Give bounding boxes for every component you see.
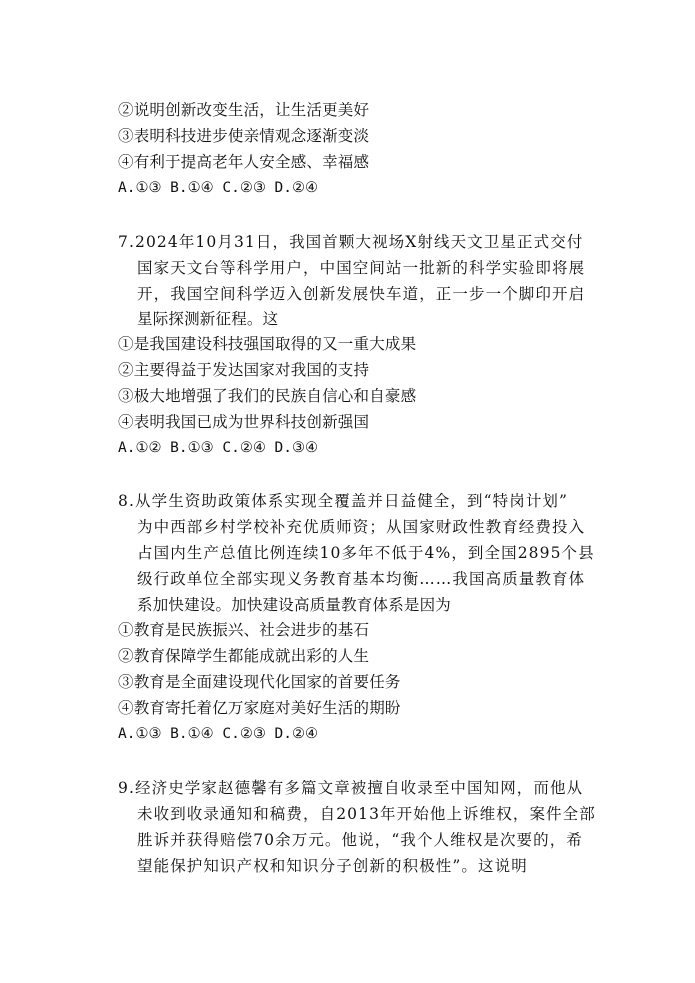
q7-option-4: ④表明我国已成为世界科技创新强国	[118, 413, 370, 431]
q6-option-3: ③表明科技进步使亲情观念逐渐变淡	[118, 127, 370, 145]
q8-option-2: ②教育保障学生都能成就出彩的人生	[118, 647, 370, 665]
q6-option-4: ④有利于提高老年人安全感、幸福感	[118, 153, 370, 171]
q7-stem-line-4: 星际探测新征程。这	[137, 310, 279, 328]
q7-stem-line-1: 7.2024年10月31日，我国首颗大视场X射线天文卫星正式交付	[118, 233, 584, 251]
q8-option-4: ④教育寄托着亿万家庭对美好生活的期盼	[118, 699, 401, 717]
q7-option-3: ③极大地增强了我们的民族自信心和自豪感	[118, 387, 417, 405]
q8-answer-choices: A.①③ B.①④ C.②③ D.②④	[118, 726, 319, 742]
q6-option-2: ②说明创新改变生活，让生活更美好	[118, 101, 370, 119]
q8-stem-line-4: 级行政单位全部实现义务教育基本均衡……我国高质量教育体	[137, 570, 586, 588]
q7-stem-line-2: 国家天文台等科学用户，中国空间站一批新的科学实验即将展	[137, 259, 586, 277]
q9-stem-line-3: 胜诉并获得赔偿70余万元。他说，“我个人维权是次要的，希	[137, 831, 583, 849]
q8-stem-line-5: 系加快建设。加快建设高质量教育体系是因为	[137, 596, 452, 614]
q8-option-3: ③教育是全面建设现代化国家的首要任务	[118, 673, 401, 691]
q9-stem-line-1: 9.经济史学家赵德馨有多篇文章被擅自收录至中国知网，而他从	[118, 779, 584, 797]
q6-answer-choices: A.①③ B.①④ C.②③ D.②④	[118, 180, 319, 196]
q8-stem-line-3: 占国内生产总值比例连续10多年不低于4%，到全国2895个县	[137, 544, 595, 562]
q7-answer-choices: A.①② B.①③ C.②④ D.③④	[118, 440, 319, 456]
q9-stem-line-4: 望能保护知识产权和知识分子创新的积极性”。这说明	[137, 857, 528, 875]
q7-option-2: ②主要得益于发达国家对我国的支持	[118, 361, 370, 379]
q9-stem-line-2: 未收到收录通知和稿费，自2013年开始他上诉维权，案件全部	[137, 805, 596, 823]
q7-stem-line-3: 开，我国空间科学迈入创新发展快车道，正一步一个脚印开启	[137, 285, 586, 303]
q8-option-1: ①教育是民族振兴、社会进步的基石	[118, 621, 370, 639]
q8-stem-line-1: 8.从学生资助政策体系实现全覆盖并日益健全，到“特岗计划”	[118, 492, 569, 510]
q8-stem-line-2: 为中西部乡村学校补充优质师资；从国家财政性教育经费投入	[137, 518, 586, 536]
q7-option-1: ①是我国建设科技强国取得的又一重大成果	[118, 335, 417, 353]
